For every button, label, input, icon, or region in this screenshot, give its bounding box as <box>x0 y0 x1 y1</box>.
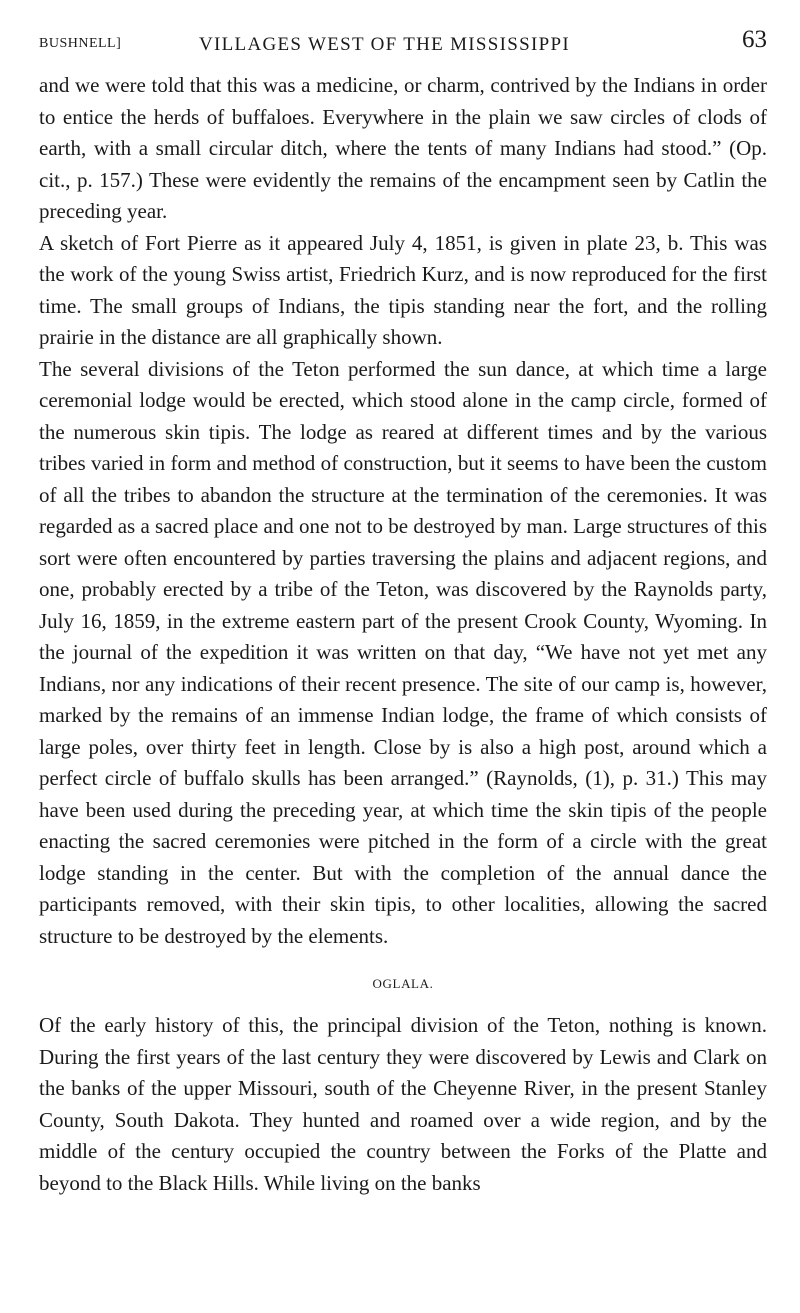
book-page <box>39 14 767 1199</box>
paragraph-sun-dance: The several divisions of the Teton performed the sun dance, at which time a large ceremonial lodge would be erected, which stood alone in the camp circle, formed of the numerous skin tipis. The lodge as reared at different times and by the various tribes varied in form and method of construction, but it seems to have been the custom of all the tribes to abandon the structure at the termination of the ceremonies. It was regarded as a sacred place and one not to be destroyed by man. Large structures of this sort were often encountered by parties traversing the plains and adjacent regions, and one, probably erected by a tribe of the Teton, was discovered by the Raynolds party, July 16, 1859, in the extreme eastern part of the present Crook County, Wyoming. In the journal of the expedition it was written on that day, “We have not yet met any Indians, nor any indications of their recent presence. The site of our camp is, however, marked by the remains of an immense Indian lodge, the frame of which consists of large poles, over thirty feet in length. Close by is also a high post, around which a perfect circle of buffalo skulls has been arranged.” (Raynolds, (1), p. 31.) This may have been used during the preceding year, at which time the skin tipis of the people enacting the sacred ceremonies were pitched in the form of a circle with the great lodge standing in the center. But with the completion of the annual dance the participants removed, with their skin tipis, to other localities, allowing the sacred structure to be destroyed by the elements. <box>39 356 767 948</box>
paragraph-1: and we were told that this was a medicine, or charm, contrived by the Indians in order to entice the herds of buffaloes. Everywhere in the plain we saw circles of clods of earth, with a small circular ditch, where the tents of many Indians had stood.” (Op. cit., p. 157.) These were evidently the remains of the encampment seen by Catlin the preceding year. <box>39 73 767 223</box>
page-number: 63 <box>742 26 767 53</box>
section-heading: OGLALA. <box>372 976 434 991</box>
running-head-title: VILLAGES WEST OF THE MISSISSIPPI <box>199 34 570 55</box>
paragraph-fort-pierre: A sketch of Fort Pierre as it appeared July 4, 1851, is given in plate 23, b. This was the work of the young Swiss artist, Friedrich Kurz, and is now reproduced for the first time. The small groups of Indians, the tipis standing near the fort, and the rolling prairie in the distance are all graphically shown. <box>39 230 767 349</box>
paragraph-oglala: Of the early history of this, the principal division of the Teton, nothing is known. During the first years of the last century they were discovered by Lewis and Clark on the banks of the upper Missouri, south of the Cheyenne River, in the present Stanley County, South Dakota. They hunted and roamed over a wide region, and by the middle of the century occupied the country between the Forks of the Platte and beyond to the Black Hills. While living on the banks <box>39 1013 767 1195</box>
running-head-author: BUSHNELL] <box>39 36 122 51</box>
running-head <box>39 14 767 70</box>
